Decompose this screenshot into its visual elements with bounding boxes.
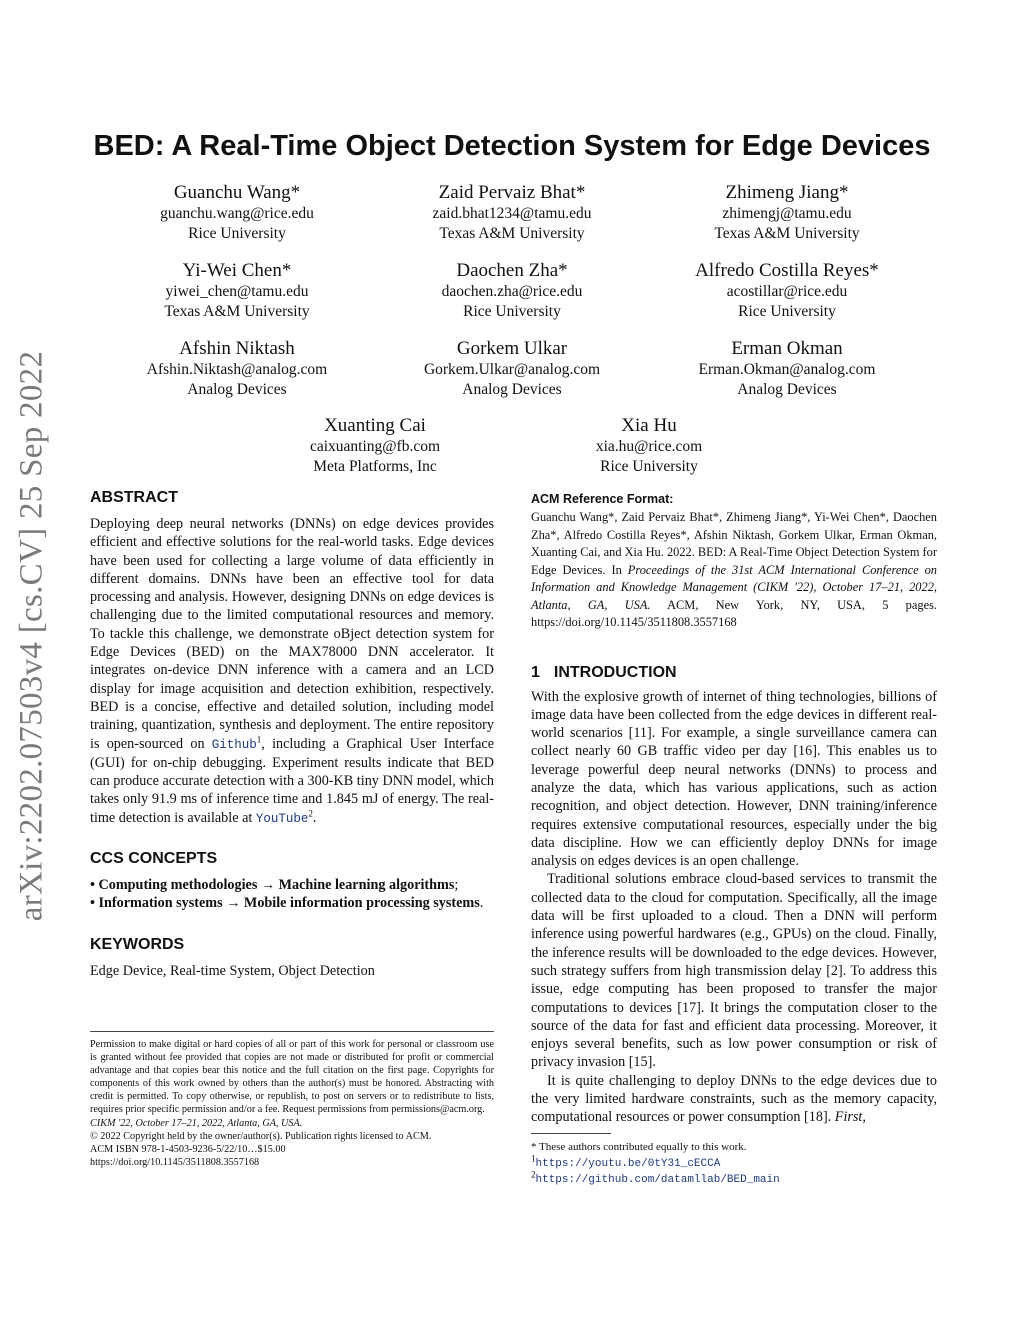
author-affiliation: Texas A&M University bbox=[439, 225, 585, 242]
paper-title: BED: A Real-Time Object Detection System for Edge Devices bbox=[93, 130, 931, 162]
acm-reference-part: Guanchu Wang*, Zaid Pervaiz Bhat*, Zhimeng Jiang*, Yi-Wei Chen*, Daochen Zha*, Alfredo Costilla Reyes*, Afshin Niktash, Gorkem Ulkar, Erman Okman, Xuanting Cai, and Xia Hu. 2022. BED: A Real-Time Object Detection System for Edge Devices. In bbox=[531, 510, 937, 577]
author-name: Zaid Pervaiz Bhat* bbox=[438, 182, 586, 203]
author-email: caixuanting@fb.com bbox=[309, 438, 441, 455]
author-name: Zhimeng Jiang* bbox=[725, 182, 849, 203]
author-affiliation: Texas A&M University bbox=[714, 225, 860, 242]
ccs-line bbox=[90, 876, 494, 894]
github-url-link[interactable]: https://github.com/datamllab/BED_main bbox=[535, 1174, 780, 1186]
author-affiliation: Meta Platforms, Inc bbox=[313, 458, 437, 475]
keywords-text: Edge Device, Real-time System, Object Detection bbox=[90, 962, 375, 979]
footnote-star: * These authors contributed equally to this work. bbox=[531, 1141, 747, 1153]
intro-italic: First, bbox=[834, 1109, 866, 1126]
author-block bbox=[107, 260, 367, 322]
arxiv-stamp-text: arXiv:2202.07503v4 [cs.CV] 25 Sep 2022 bbox=[13, 350, 50, 922]
footnote-mark: 2 bbox=[308, 808, 313, 819]
ccs-concept: • Computing methodologies → Machine learning algorithms bbox=[90, 877, 455, 894]
author-name: Xia Hu bbox=[621, 415, 677, 436]
author-name: Guanchu Wang* bbox=[173, 182, 301, 203]
author-block bbox=[382, 338, 642, 400]
permission-text: Permission to make digital or hard copies of all or part of this work for personal or classroom use is granted without fee provided that copies are not made or distributed for profit or commercial advantage and that copies bear this notice and the full citation on the first page. Copyrights for components of this work owned by others than the author(s) must be honored. Abstracting with credit is permitted. To copy otherwise, or republish, to post on servers or to redistribute to lists, requires prior specific permission and/or a fee. Request permissions from permissions@acm.org. bbox=[90, 1039, 494, 1116]
author-affiliation: Texas A&M University bbox=[164, 303, 310, 320]
introduction-heading bbox=[531, 664, 937, 682]
section-number: 1 bbox=[531, 663, 540, 681]
author-email: yiwei_chen@tamu.edu bbox=[165, 283, 309, 300]
youtube-link[interactable]: YouTube bbox=[255, 811, 309, 826]
author-email: Erman.Okman@analog.com bbox=[698, 361, 876, 378]
author-name: Gorkem Ulkar bbox=[456, 338, 568, 359]
intro-paragraph: Traditional solutions embrace cloud-based services to transmit the collected data to the cloud for computation. Specifically, all the image data will be first uploaded to a cloud. Then a DNN will perform inference using powerful hardwares (e.g., GPUs) on the cloud. Finally, the inference results will be downloaded to the edge devices. However, such strategy suffers from high transmission delay [2]. To address this issue, edge computing has been proposed to transfer the major computations to devices [17]. It brings the computation closer to the source of the data for fast and efficient data processing. Moreover, it enjoys several benefits, such as low power consumption or risk of privacy invasion [15]. bbox=[531, 871, 937, 1071]
author-email: daochen.zha@rice.edu bbox=[441, 283, 583, 300]
author-block bbox=[107, 182, 367, 244]
footnotes bbox=[531, 1133, 937, 1189]
footnote-2 bbox=[531, 1169, 937, 1189]
arxiv-stamp bbox=[4, 306, 60, 966]
intro-paragraph: With the explosive growth of internet of thing technologies, billions of image data have been collected from the edge devices in different real-world scenarios [11]. For example, a single surveillance camera can collect nearly 60 GB traffic video per day [16]. This enables us to leverage powerful deep neural networks (DNNs) to process and analyze the data, which has various applications, such as action recognition, and object detection. However, DNN training/inference requires extensive computational resources, especially under the big data discipline. How we can efficiently deploy DNNs for image analysis on edges devices is an open challenge. bbox=[531, 688, 937, 870]
keywords-heading: KEYWORDS bbox=[90, 935, 185, 953]
author-affiliation: Rice University bbox=[738, 303, 836, 320]
acm-reference-venue: Proceedings of the 31st ACM International Conference on Information and Knowledge Management (CIKM '22), October 17–21, 2022, Atlanta, GA, USA. bbox=[531, 562, 938, 612]
left-column bbox=[90, 489, 494, 980]
author-name: Yi-Wei Chen* bbox=[182, 260, 292, 281]
author-name: Daochen Zha* bbox=[456, 260, 568, 281]
author-affiliation: Analog Devices bbox=[737, 381, 837, 398]
ccs-punct: . bbox=[479, 895, 484, 912]
permission-copyright: © 2022 Copyright held by the owner/author(s). Publication rights licensed to ACM. bbox=[90, 1130, 432, 1142]
intro-paragraph bbox=[531, 1072, 937, 1127]
right-column bbox=[531, 492, 937, 1127]
ccs-punct: ; bbox=[454, 877, 459, 894]
author-email: xia.hu@rice.com bbox=[595, 438, 703, 455]
section-title: INTRODUCTION bbox=[553, 663, 677, 681]
author-affiliation: Rice University bbox=[188, 225, 286, 242]
permission-venue: CIKM '22, October 17–21, 2022, Atlanta, GA, USA. bbox=[90, 1117, 303, 1129]
youtube-url-link[interactable]: https://youtu.be/0tY31_cECCA bbox=[535, 1157, 721, 1170]
ccs-line bbox=[90, 894, 494, 912]
author-email: zaid.bhat1234@tamu.edu bbox=[432, 205, 592, 222]
author-email: acostillar@rice.edu bbox=[726, 283, 848, 300]
author-block bbox=[657, 182, 917, 244]
author-block bbox=[107, 338, 367, 400]
abstract-heading: ABSTRACT bbox=[90, 489, 178, 506]
abstract-part: , including a Graphical User Interface (GUI) for on-chip debugging. Experiment results indicate that BED can produce accurate detection with a 300-KB tiny DNN model, which takes only 91.9 ms of inference time and 1.845 mJ of energy. The real-time detection is available at bbox=[90, 735, 495, 826]
author-block bbox=[519, 415, 779, 477]
footnote-mark: 2 bbox=[531, 1169, 536, 1180]
acm-reference-part: ACM, New York, NY, USA, 5 pages. https://doi.org/10.1145/3511808.3557168 bbox=[531, 597, 937, 629]
author-email: zhimengj@tamu.edu bbox=[722, 205, 852, 222]
footnote-mark: 1 bbox=[531, 1152, 536, 1163]
author-block bbox=[657, 338, 917, 400]
footnote-rule bbox=[531, 1133, 611, 1134]
permission-doi: https://doi.org/10.1145/3511808.3557168 bbox=[90, 1156, 260, 1168]
author-email: Gorkem.Ulkar@analog.com bbox=[423, 361, 601, 378]
author-block bbox=[657, 260, 917, 322]
ccs-heading: CCS CONCEPTS bbox=[90, 850, 218, 868]
author-name: Erman Okman bbox=[731, 338, 843, 359]
author-name: Afshin Niktash bbox=[179, 338, 295, 359]
abstract-part: . bbox=[312, 809, 317, 826]
author-affiliation: Analog Devices bbox=[187, 381, 287, 398]
github-link[interactable]: Github bbox=[211, 737, 257, 752]
acm-reference-heading: ACM Reference Format: bbox=[531, 492, 674, 506]
author-affiliation: Rice University bbox=[463, 303, 561, 320]
ccs-concept: • Information systems → Mobile information processing systems bbox=[90, 895, 480, 912]
intro-text: It is quite challenging to deploy DNNs to the edge devices due to the very limited hardware constraints, such as the memory capacity, computational resources or power consumption [18]. bbox=[531, 1072, 937, 1126]
author-email: guanchu.wang@rice.edu bbox=[160, 205, 314, 222]
author-email: Afshin.Niktash@analog.com bbox=[146, 361, 328, 378]
permission-isbn: ACM ISBN 978-1-4503-9236-5/22/10…$15.00 bbox=[90, 1143, 286, 1155]
author-affiliation: Rice University bbox=[600, 458, 698, 475]
author-block bbox=[382, 182, 642, 244]
permission-block bbox=[90, 1031, 494, 1169]
footnote-1 bbox=[531, 1152, 937, 1173]
acm-reference-text bbox=[531, 509, 937, 632]
author-block bbox=[245, 415, 505, 477]
author-affiliation: Analog Devices bbox=[462, 381, 562, 398]
abstract-text bbox=[90, 515, 494, 828]
footnote-mark: 1 bbox=[256, 733, 262, 744]
author-name: Xuanting Cai bbox=[324, 415, 426, 436]
abstract-part: Deploying deep neural networks (DNNs) on edge devices provides efficient and effective solutions for the real-world tasks. Edge devices have been used for collecting a large volume of data efficiently in different domains. DNNs have been an effective tool for data processing and analysis. However, designing DNNs on edge devices is challenging due to the limited computational resources and memory. To tackle this challenge, we demonstrate oBject detection system for Edge Devices (BED) on the MAX78000 DNN accelerator. It integrates on-device DNN inference with a camera and an LCD display for image acquisition and detection exhibition, respectively. BED is a concise, effective and detailed solution, including model training, quantization, synthesis and deployment. The entire repository is open-sourced on bbox=[90, 516, 494, 752]
author-name: Alfredo Costilla Reyes* bbox=[695, 260, 879, 281]
author-block bbox=[382, 260, 642, 322]
